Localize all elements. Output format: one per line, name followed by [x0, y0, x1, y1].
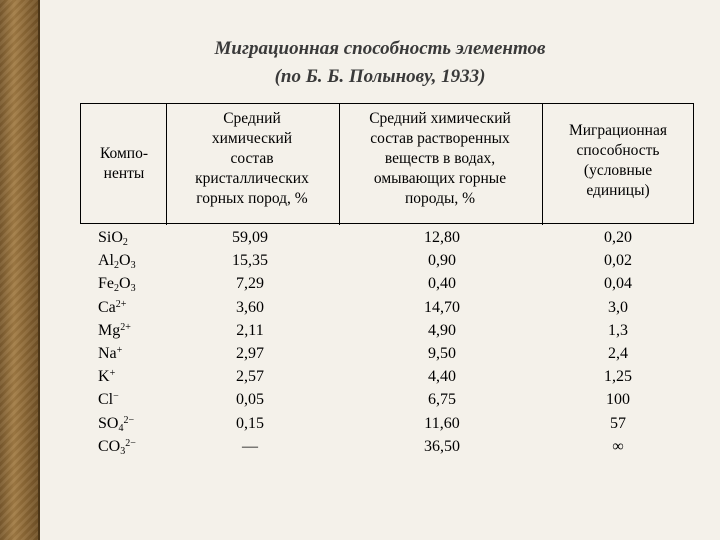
- table-row: [80, 368, 694, 391]
- migration-value: 1,3: [608, 321, 628, 339]
- table-row: [80, 391, 694, 414]
- rock-value: 2,11: [236, 321, 264, 339]
- component-formula: $Mg^{2+}$: [98, 321, 131, 339]
- migration-value: 100: [606, 391, 630, 409]
- header-water-composition: Средний химический состав растворенных веществ в водах, омывающих горные породы, %: [369, 110, 511, 207]
- slide-title: Миграционная способность элементов: [214, 38, 546, 59]
- table-row: [80, 299, 694, 322]
- slide-subtitle: (по Б. Б. Полынову, 1933): [274, 66, 486, 87]
- water-value: 36,50: [424, 437, 460, 455]
- component-formula: K+: [98, 368, 116, 386]
- header-rock-composition: Средний химический состав кристаллических горных пород, %: [195, 110, 309, 207]
- component-formula: $SO_4^{2-}$: [98, 414, 135, 434]
- water-value: 6,75: [428, 391, 456, 409]
- table-row: [80, 252, 694, 275]
- rock-value: 0,15: [236, 414, 264, 432]
- migration-value: 2,4: [608, 345, 628, 362]
- rock-value: 59,09: [232, 229, 268, 246]
- water-value: 0,90: [428, 252, 456, 270]
- rock-value: 7,29: [236, 275, 264, 293]
- component-formula: $Fe_2O_3$: [98, 275, 136, 295]
- migration-value: 0,20: [604, 229, 632, 246]
- migration-value: ∞: [612, 437, 624, 455]
- water-value: 9,50: [428, 345, 456, 362]
- migration-value: 0,02: [604, 252, 632, 270]
- migration-value: 0,04: [604, 275, 632, 293]
- table-row: [80, 345, 694, 368]
- rock-value: —: [242, 437, 258, 455]
- table-row: [80, 229, 694, 252]
- component-formula: $Al_2O_3$: [98, 252, 136, 272]
- table-row: [80, 275, 694, 298]
- component-formula: $CO_3^{2-}$: [98, 437, 136, 457]
- water-value: 4,90: [428, 321, 456, 339]
- water-value: 0,40: [428, 275, 456, 293]
- migration-value: 1,25: [604, 368, 632, 386]
- decorative-side-strip: [0, 0, 40, 540]
- water-value: 4,40: [428, 368, 456, 386]
- component-formula: Na+: [98, 345, 123, 362]
- water-value: 11,60: [424, 414, 460, 432]
- migration-value: 57: [610, 414, 626, 432]
- migration-value: 3,0: [608, 298, 628, 316]
- rock-value: 0,05: [236, 391, 264, 409]
- rock-value: 15,35: [232, 252, 268, 270]
- component-formula: Cl−: [98, 391, 119, 409]
- rock-value: 2,97: [236, 345, 264, 362]
- table-row: [80, 438, 694, 461]
- rock-value: 2,57: [236, 368, 264, 386]
- component-formula: SiO$_2$: [98, 229, 128, 248]
- water-value: 12,80: [424, 229, 460, 246]
- table-row: [80, 322, 694, 345]
- header-migration: Миграционная способность (условные единицы): [568, 122, 667, 199]
- water-value: 14,70: [424, 298, 460, 316]
- header-components: Компо- ненты: [99, 145, 149, 182]
- rock-value: 3,60: [236, 298, 264, 316]
- component-formula: $Ca^{2+}$: [98, 298, 127, 316]
- table-row: [80, 415, 694, 438]
